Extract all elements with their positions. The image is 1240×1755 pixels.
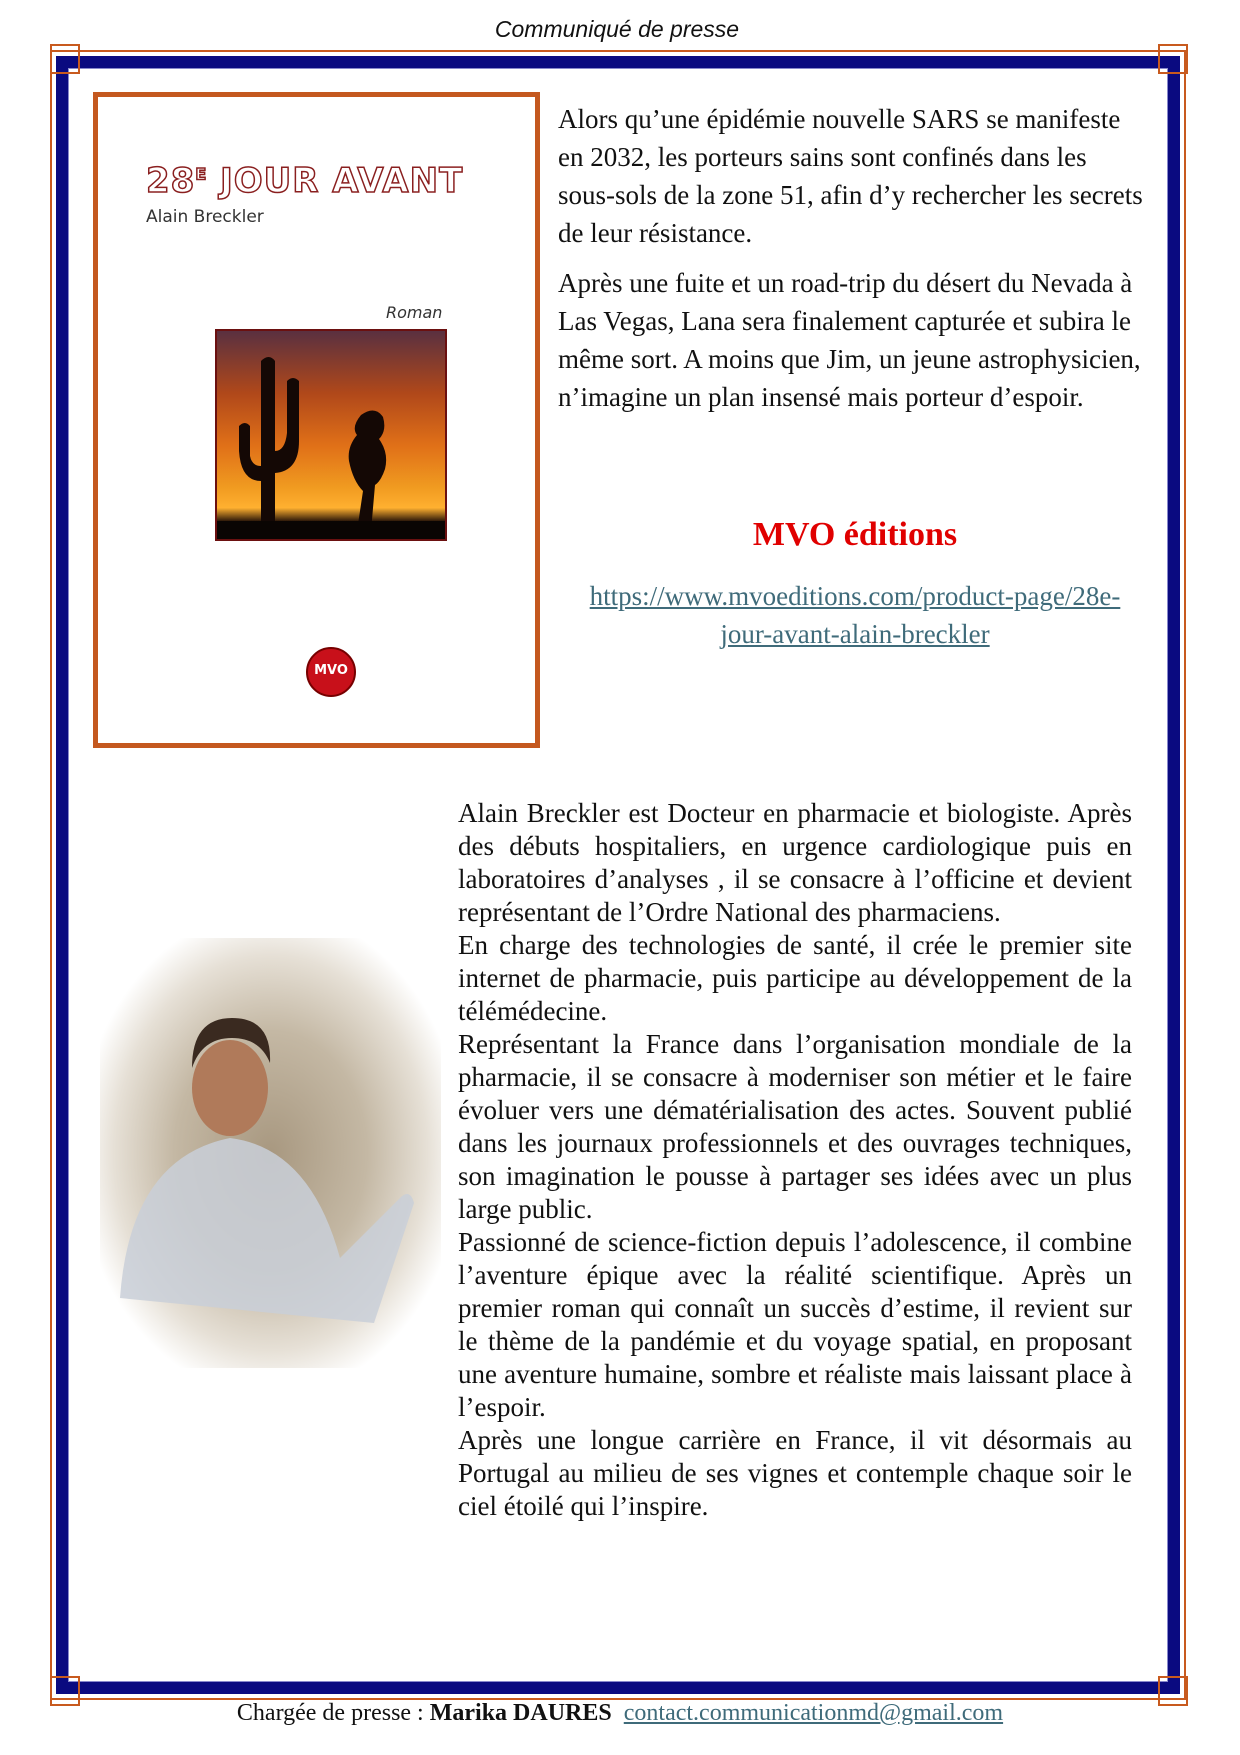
cover-genre: Roman xyxy=(386,303,443,322)
bio-paragraph: En charge des technologies de santé, il crée le premier site internet de pharmacie, puis participe au développement de la télémédecine. xyxy=(458,930,1132,1026)
book-cover xyxy=(93,92,540,748)
document-title: Communiqué de presse xyxy=(494,16,740,42)
cover-title xyxy=(146,161,463,201)
press-contact xyxy=(0,1700,1240,1727)
frame-corner-ornament xyxy=(1158,44,1188,74)
cover-illustration xyxy=(215,329,447,541)
synopsis-paragraph: Après une fuite et un road-trip du désert du Nevada à Las Vegas, Lana sera finalement capturée et subira le même sort. A moins que Jim, un jeune astrophysicien, n’imagine un plan insensé mais porteur d’espoir. xyxy=(558,268,1141,412)
author-portrait-icon xyxy=(100,938,441,1368)
cover-title-number: 28 xyxy=(146,161,196,201)
publisher-link[interactable]: https://www.mvoeditions.com/product-page/28e-jour-avant-alain-breckler xyxy=(589,581,1121,649)
cover-title-sup: E xyxy=(195,164,208,184)
bio-paragraph: Représentant la France dans l’organisation mondiale de la pharmacie, il se consacre à moderniser son métier et le faire évoluer vers une dématérialisation des actes. Souvent publié dans les journaux professionnels et des ouvrages techniques, son imagination le pousse à partager ses idées avec un plus large public. xyxy=(458,1029,1132,1224)
bio-paragraph: Passionné de science-fiction depuis l’adolescence, il combine l’aventure épique avec la réalité scientifique. Après un premier roman qui connaît un succès d’estime, il revient sur le thème de la pandémie et du voyage spatial, en proposant une aventure humaine, sombre et réaliste mais laissant place à l’espoir. xyxy=(458,1227,1132,1422)
publisher-logo: MVO xyxy=(306,647,356,697)
publisher-name: MVO éditions xyxy=(752,516,958,553)
bio-paragraph: Alain Breckler est Docteur en pharmacie et biologiste. Après des débuts hospitaliers, en urgence cardiologique puis en laboratoires d’analyses , il se consacre à l’officine et devient représentant de l’Ordre National des pharmaciens. xyxy=(458,798,1132,927)
author-biography xyxy=(458,797,1132,1523)
press-contact-name: Marika DAURES xyxy=(429,1700,612,1726)
author-photo xyxy=(100,938,441,1368)
cactus-silhouette-icon xyxy=(217,331,445,539)
synopsis xyxy=(558,100,1143,428)
press-contact-email[interactable]: contact.communicationmd@gmail.com xyxy=(623,1700,1004,1726)
synopsis-paragraph: Alors qu’une épidémie nouvelle SARS se manifeste en 2032, les porteurs sains sont confinés dans les sous-sols de la zone 51, afin d’y rechercher les secrets de leur résistance. xyxy=(558,104,1143,248)
frame-corner-ornament xyxy=(50,44,80,74)
cover-title-rest: JOUR AVANT xyxy=(207,161,464,201)
press-contact-label: Chargée de presse : xyxy=(236,1700,430,1726)
bio-paragraph: Après une longue carrière en France, il vit désormais au Portugal au milieu de ses vignes et contemple chaque soir le ciel étoilé qui l’inspire. xyxy=(458,1425,1132,1521)
cover-author: Alain Breckler xyxy=(146,207,264,227)
